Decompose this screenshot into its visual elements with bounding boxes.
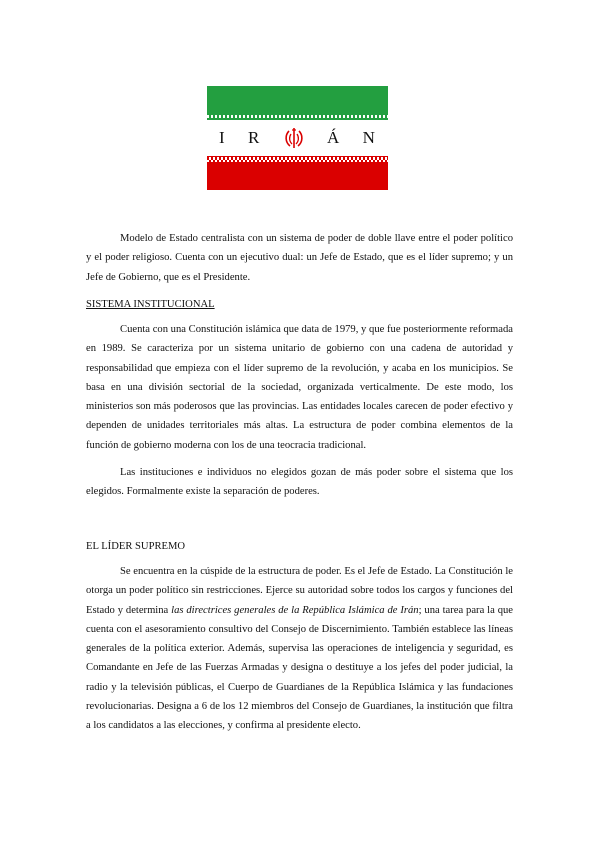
section-heading-sistema-institucional: SISTEMA INSTITUCIONAL — [86, 299, 215, 310]
iran-emblem-icon — [283, 126, 305, 150]
sistema-paragraph-1: Cuenta con una Constitución islámica que data de 1979, y que fue posteriormente reformada en 1989. Se caracteriza por un sistema unitario de gobierno con una cadena de autoridad y responsabilidad que empieza con el líder supremo de la revolución, y acaba en los municipios. Se basa en una división sectorial de la sociedad, organizada verticalmente. De este modo, los ministerios son más poderosos que las provincias. Las entidades locales carecen de poder efectivo y dependen de unidades territoriales más altas. La estructura de poder combina elementos de la función de gobierno moderna con los de una teocracia tradicional. — [86, 324, 513, 451]
flag-letter-4: N — [362, 128, 376, 147]
intro-paragraph: Modelo de Estado centralista con un sistema de poder de doble llave entre el poder político y el poder religioso. Cuenta con un ejecutivo dual: un Jefe de Estado, que es el líder supremo; y un Jefe de Gobierno, que es el Presidente. — [86, 233, 513, 283]
sistema-paragraph-2: Las instituciones e individuos no elegidos gozan de más poder sobre el sistema que los elegidos. Formalmente existe la separación de poderes. — [86, 467, 513, 498]
lider-text-part-b: ; una tarea para la que cuenta con el asesoramiento consultivo del Consejo de Discernimiento. También establece las líneas generales de la política exterior. Además, supervisa las operaciones de inteligencia y seguridad, es Comandante en Jefe de las Fuerzas Armadas y designa o destituye a los jefes del poder judicial, la radio y la televisión públicas, el Cuerpo de Guardianes de la República Islámica y las fundaciones revolucionarias. Designa a 6 de los 12 miembros del Consejo de Guardianes, la institución que filtra a los candidatos a las elecciones, y confirma al presidente electo. — [86, 604, 513, 732]
lider-text-emphasis: las directrices generales de la República Islámica de Irán — [171, 604, 419, 616]
flag-country-name — [207, 120, 388, 156]
iran-flag-image — [207, 86, 388, 190]
flag-letter-2: R — [248, 128, 261, 147]
lider-paragraph-1 — [86, 562, 513, 736]
flag-letter-3: Á — [327, 128, 341, 147]
section-heading-lider-supremo: EL LÍDER SUPREMO — [86, 541, 186, 552]
lider-text-part-a: Se encuentra en la cúspide de la estructura de poder. Es el Jefe de Estado. La Constitución le otorga un poder político sin restricciones. Ejerce su autoridad sobre todos los cargos y funciones del Estado y determina — [86, 566, 513, 616]
flag-kufic-border-top — [207, 115, 388, 118]
flag-kufic-border-bottom-2 — [207, 160, 388, 162]
flag-letter-1: I — [219, 128, 226, 147]
